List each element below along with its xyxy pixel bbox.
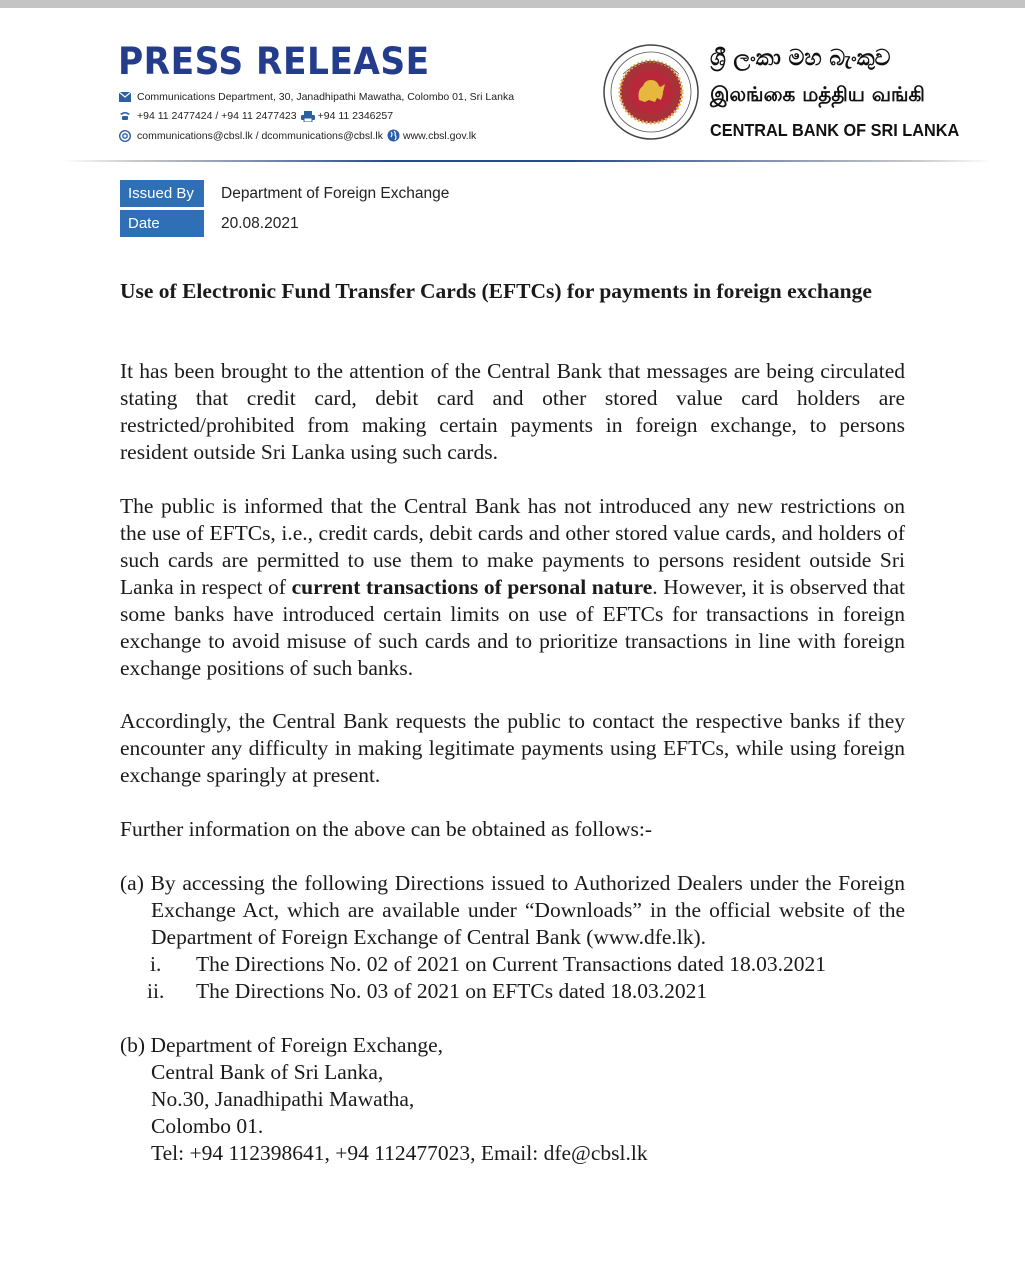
top-border [0,0,1025,8]
item-b-line: Tel: +94 112398641, +94 112477023, Email: dfe@cbsl.lk [151,1141,648,1165]
paragraph-2 [120,493,905,682]
item-a [120,870,905,1005]
address-text: Communications Department, 30, Janadhipathi Mawatha, Colombo 01, Sri Lanka [137,91,515,103]
email-icon [119,130,131,142]
issued-by-value: Department of Foreign Exchange [221,185,450,202]
paragraph-3: Accordingly, the Central Bank requests the public to contact the respective banks if they encounter any difficulty in making legitimate payments using EFTCs, while using foreign exchange sparingly at present. [120,709,905,787]
sub-item-number: ii. [147,979,165,1003]
paragraph-1: It has been brought to the attention of the Central Bank that messages are being circulated stating that credit card, debit card and other stored value card holders are restricted/prohibited from making certain payments in foreign exchange, to persons resident outside Sri Lanka using such cards. [120,359,905,464]
release-heading: Use of Electronic Fund Transfer Cards (EFTCs) for payments in foreign exchange [120,279,872,303]
bank-name-sinhala: ශ්‍රී ලංකා මහ බැංකුව [710,46,891,71]
item-b-line: Colombo 01. [151,1114,264,1138]
contact-address-line [119,91,514,103]
bank-name-tamil: இலங்கை மத்திய வங்கி [710,82,925,106]
item-b-contact-block [120,1032,905,1167]
date-label: Date [120,210,204,237]
sub-item-number: i. [150,952,162,976]
bank-name-english: CENTRAL BANK OF SRI LANKA [710,120,960,140]
paragraph-2-text-end: . However, it is observed that some banks have introduced certain limits on use of EFTCs for transactions in foreign exchange to avoid misuse of such cards and to prioritize transactions in line with foreign exchange positions of such banks. [120,575,906,680]
paragraph-2-bold-phrase: current transactions of personal nature [291,575,653,599]
item-a-text: (a) By accessing the following Directions issued to Authorized Dealers under the Foreign Exchange Act, which are available under “Downloads” in the official website of the Department of Foreign Exchange of Central Bank (www.dfe.lk). [120,871,905,949]
sub-item [120,951,905,978]
globe-icon [387,129,400,142]
fax-icon [301,111,315,122]
item-b-line: No.30, Janadhipathi Mawatha, [151,1087,415,1111]
date-value: 20.08.2021 [221,215,299,232]
mail-icon [119,92,131,102]
issued-by-label: Issued By [120,180,204,207]
paragraph-2-text-start: The public is informed that the Central Bank has not introduced any new restrictions on the use of EFTCs, i.e., credit cards, debit cards and other stored value cards, and holders of such cards are permitted to use them to make payments to persons resident outside Sri Lanka in respect of [120,494,905,599]
central-bank-seal [603,44,699,140]
phone-icon [119,111,131,121]
paragraph-4: Further information on the above can be obtained as follows:- [120,817,652,841]
item-b-line: Central Bank of Sri Lanka, [151,1060,384,1084]
contact-email-line [119,129,476,142]
sub-item-text: The Directions No. 02 of 2021 on Current Transactions dated 18.03.2021 [196,952,826,976]
sub-item [120,978,905,1005]
press-release-title: PRESS RELEASE [118,40,430,83]
email-text[interactable]: communications@cbsl.lk / dcommunications@cbsl.lk [137,129,383,142]
phone-text: +94 11 2477424 / +94 11 2477423 [137,110,297,122]
sub-item-text: The Directions No. 03 of 2021 on EFTCs dated 18.03.2021 [196,979,708,1003]
fax-text: +94 11 2346257 [317,110,394,122]
website-text[interactable]: www.cbsl.gov.lk [402,129,477,142]
contact-phone-line [119,110,393,122]
item-b-line: (b) Department of Foreign Exchange, [120,1033,443,1057]
header-divider [62,160,992,162]
